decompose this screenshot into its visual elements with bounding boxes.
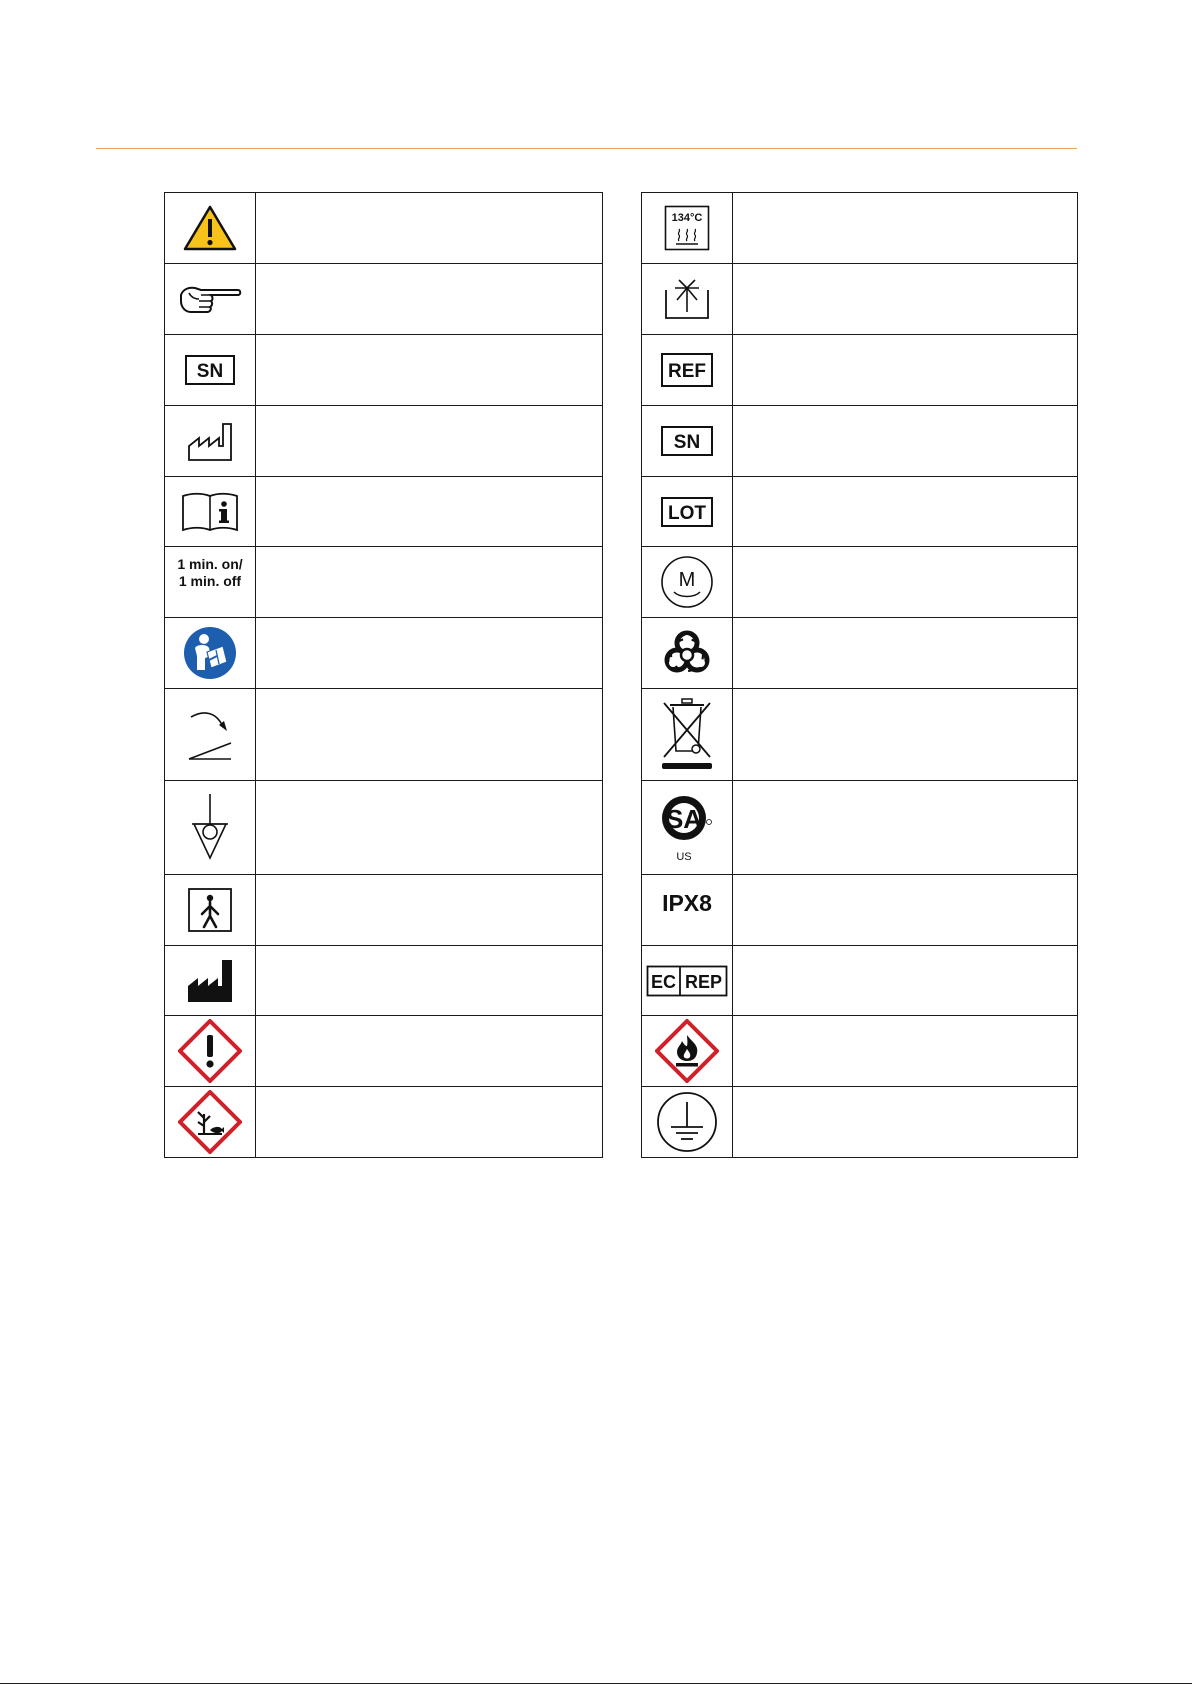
table-row [165, 406, 603, 477]
ghs-exclamation-icon [178, 1019, 242, 1083]
ec-rep-right-label: REP [684, 971, 723, 992]
symbol-cell [165, 406, 256, 477]
m-symbol-icon [660, 555, 714, 609]
symbol-cell [642, 689, 733, 781]
symbol-cell [165, 946, 256, 1016]
duty-cycle-line-1: 1 min. on/ [177, 556, 243, 572]
symbol-cell [165, 875, 256, 946]
speed-ramp-icon [183, 705, 237, 765]
weee-bin-icon [658, 697, 716, 773]
table-row [642, 547, 1078, 618]
symbol-description [733, 1016, 1078, 1087]
csa-us-icon [659, 792, 715, 864]
symbol-cell [642, 875, 733, 946]
footer-rule [0, 1683, 1192, 1684]
symbol-description [256, 689, 603, 781]
symbol-cell [165, 618, 256, 689]
table-row [642, 1087, 1078, 1158]
table-row [642, 406, 1078, 477]
serial-number-label: SN [196, 361, 224, 382]
symbol-description [256, 193, 603, 264]
symbol-description [256, 335, 603, 406]
symbol-description [256, 946, 603, 1016]
symbol-description [733, 781, 1078, 875]
symbol-description [733, 264, 1078, 335]
follow-instructions-icon [183, 626, 237, 680]
symbol-cell [642, 618, 733, 689]
protective-earth-icon [656, 1091, 718, 1153]
symbol-cell [165, 547, 256, 618]
symbol-description [733, 406, 1078, 477]
header-rule [96, 148, 1077, 149]
table-row [165, 1087, 603, 1158]
symbol-cell [165, 335, 256, 406]
symbol-description [733, 477, 1078, 547]
type-b-applied-part-icon [187, 887, 233, 933]
equipotentiality-icon [188, 792, 232, 864]
symbol-cell [642, 946, 733, 1016]
table-row [165, 946, 603, 1016]
m-symbol-label: M [678, 569, 696, 591]
table-row [642, 689, 1078, 781]
table-row [165, 264, 603, 335]
symbol-cell [642, 1016, 733, 1087]
ghs-flammable-icon [655, 1019, 719, 1083]
symbol-description [733, 547, 1078, 618]
symbol-description [733, 335, 1078, 406]
warning-triangle-icon [182, 204, 238, 252]
symbol-cell [642, 477, 733, 547]
table-row [165, 193, 603, 264]
table-row [165, 1016, 603, 1087]
table-row [642, 477, 1078, 547]
symbol-description [733, 1087, 1078, 1158]
lot-number-icon [660, 495, 714, 529]
table-row [642, 618, 1078, 689]
symbol-description [256, 875, 603, 946]
symbol-description [733, 946, 1078, 1016]
symbol-cell [642, 781, 733, 875]
symbol-cell [642, 547, 733, 618]
symbol-cell [165, 781, 256, 875]
table-row [642, 193, 1078, 264]
table-row [642, 781, 1078, 875]
symbol-description [256, 406, 603, 477]
ghs-environment-icon [178, 1090, 242, 1154]
biohazard-icon [661, 627, 713, 679]
table-row [642, 946, 1078, 1016]
table-row [642, 875, 1078, 946]
table-row [165, 875, 603, 946]
lot-number-label: LOT [668, 502, 706, 524]
table-row [165, 547, 603, 618]
symbol-cell [165, 1087, 256, 1158]
table-row [165, 618, 603, 689]
symbol-cell [165, 193, 256, 264]
table-row [165, 477, 603, 547]
table-row [165, 335, 603, 406]
table-row [642, 264, 1078, 335]
symbol-description [256, 477, 603, 547]
ec-rep-icon [646, 965, 728, 997]
symbols-table-left [164, 192, 603, 1158]
symbol-cell [642, 264, 733, 335]
duty-cycle-label [165, 556, 255, 590]
reference-number-icon [660, 352, 714, 388]
symbol-description [733, 875, 1078, 946]
keep-away-from-sunlight-icon [663, 278, 711, 320]
symbol-description [256, 1016, 603, 1087]
pointing-hand-icon [177, 281, 243, 317]
sterilization-temperature-label: 134°C [671, 212, 703, 224]
table-row [165, 781, 603, 875]
symbol-description [256, 1087, 603, 1158]
csa-us-label: US [676, 850, 692, 863]
table-row [165, 689, 603, 781]
symbol-description [256, 618, 603, 689]
symbol-description [733, 193, 1078, 264]
symbol-cell [642, 193, 733, 264]
symbol-cell [642, 335, 733, 406]
table-row [642, 1016, 1078, 1087]
sterilization-134c-icon [664, 205, 710, 251]
csa-mark-letters: SA [665, 803, 703, 834]
consult-instructions-icon [180, 490, 240, 534]
symbol-description [256, 264, 603, 335]
symbol-description [256, 781, 603, 875]
symbol-cell [165, 264, 256, 335]
symbols-table-right [641, 192, 1078, 1158]
ec-rep-left-label: EC [650, 971, 677, 992]
symbol-description [733, 618, 1078, 689]
serial-number-icon [660, 424, 714, 458]
symbol-cell [642, 1087, 733, 1158]
symbol-cell [165, 689, 256, 781]
symbol-cell [165, 1016, 256, 1087]
table-row [642, 335, 1078, 406]
reference-number-label: REF [668, 361, 706, 382]
symbol-cell [165, 477, 256, 547]
date-of-manufacture-icon [185, 418, 235, 464]
serial-number-icon [184, 353, 236, 387]
manufacturer-icon [186, 958, 234, 1004]
symbol-description [256, 547, 603, 618]
ipx8-label: IPX8 [662, 889, 712, 916]
symbol-cell [642, 406, 733, 477]
duty-cycle-line-2: 1 min. off [178, 573, 242, 589]
symbol-description [733, 689, 1078, 781]
serial-number-label: SN [673, 432, 701, 453]
